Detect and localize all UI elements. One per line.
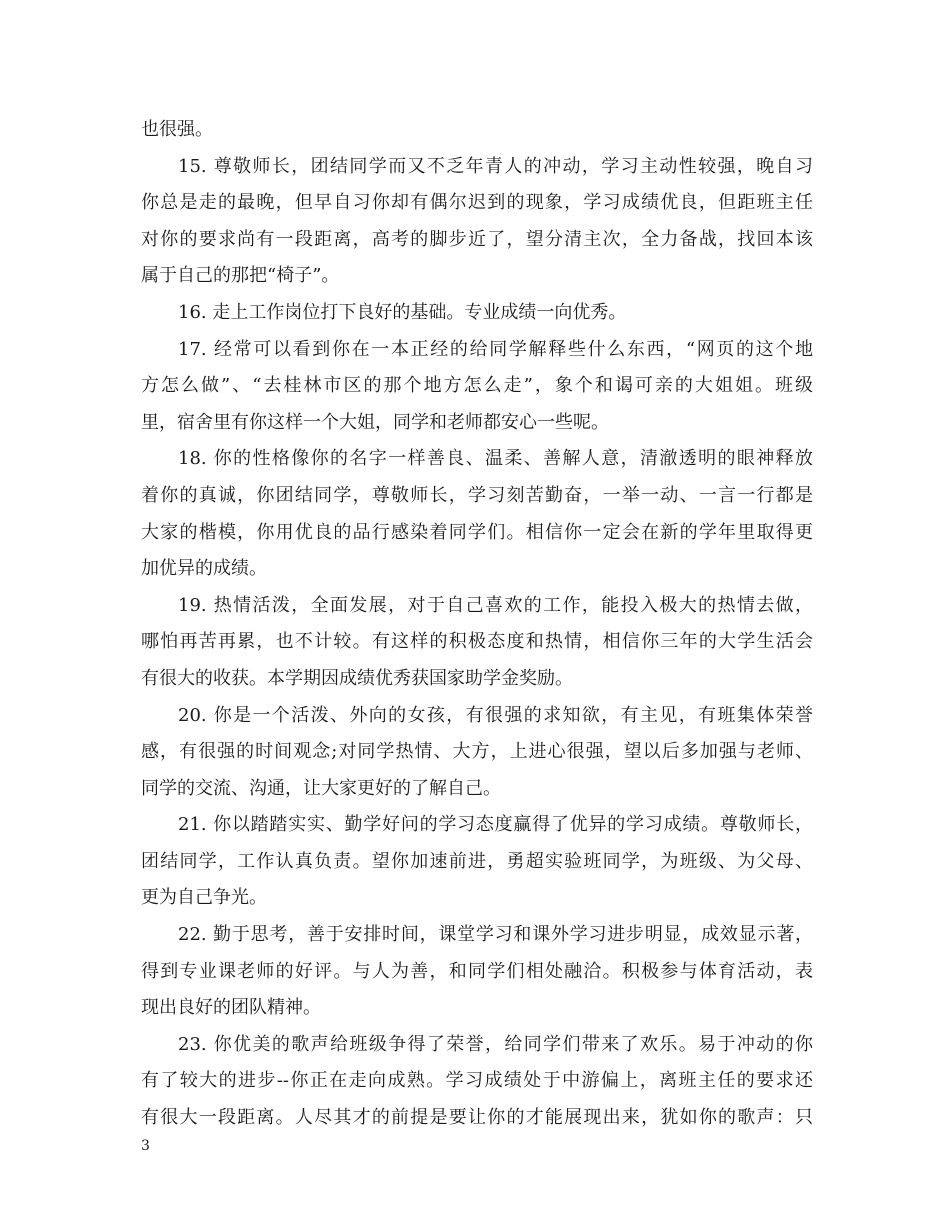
text-line: 有了较大的进步--你正在走向成熟。学习成绩处于中游偏上，离班主任的要求还 <box>141 1070 813 1092</box>
text-line: 里，宿舍里有你这样一个大姐，同学和老师都安心一些呢。 <box>141 411 609 433</box>
text-line: 22. 勤于思考，善于安排时间，课堂学习和课外学习进步明显，成效显示著， <box>178 924 813 946</box>
text-line: 19. 热情活泼，全面发展，对于自己喜欢的工作，能投入极大的热情去做， <box>178 594 813 616</box>
text-line: 有很大的收获。本学期因成绩优秀获国家助学金奖励。 <box>141 667 573 689</box>
text-line: 感，有很强的时间观念;对同学热情、大方，上进心很强，望以后多加强与老师、 <box>141 741 813 763</box>
text-line: 你总是走的最晚，但早自习你却有偶尔迟到的现象，学习成绩优良，但距班主任 <box>141 192 813 214</box>
text-line: 有很大一段距离。人尽其才的前提是要让你的才能展现出来，犹如你的歌声：只 <box>141 1107 813 1129</box>
text-line: 方怎么做”、“去桂林市区的那个地方怎么走”，象个和谒可亲的大姐姐。班级 <box>141 375 813 397</box>
text-line: 团结同学，工作认真负责。望你加速前进，勇超实验班同学，为班级、为父母、 <box>141 850 813 872</box>
text-line: 20. 你是一个活泼、外向的女孩，有很强的求知欲，有主见，有班集体荣誉 <box>178 704 813 726</box>
text-line: 15. 尊敬师长，团结同学而又不乏年青人的冲动，学习主动性较强，晚自习 <box>178 155 813 177</box>
text-line: 18. 你的性格像你的名字一样善良、温柔、善解人意，清澈透明的眼神释放 <box>178 448 813 470</box>
page-number: 3 <box>141 1138 150 1154</box>
text-line: 更为自己争光。 <box>141 887 267 909</box>
text-line: 对你的要求尚有一段距离，高考的脚步近了，望分清主次，全力备战，找回本该 <box>141 228 813 250</box>
text-line: 加优异的成绩。 <box>141 558 267 580</box>
text-line: 也很强。 <box>141 119 213 140</box>
document-body <box>141 112 813 1137</box>
text-line: 大家的楷模，你用优良的品行感染着同学们。相信你一定会在新的学年里取得更 <box>141 521 813 543</box>
text-line: 现出良好的团队精神。 <box>141 997 321 1019</box>
text-line: 21. 你以踏踏实实、勤学好问的学习态度赢得了优异的学习成绩。尊敬师长， <box>178 814 813 836</box>
text-line: 着你的真诚，你团结同学，尊敬师长，学习刻苦勤奋，一举一动、一言一行都是 <box>141 484 813 506</box>
text-line: 得到专业课老师的好评。与人为善，和同学们相处融洽。积极参与体育活动，表 <box>141 960 813 982</box>
text-line: 16. 走上工作岗位打下良好的基础。专业成绩一向优秀。 <box>178 301 627 323</box>
text-line: 属于自己的那把“椅子”。 <box>141 265 340 287</box>
text-line: 同学的交流、沟通，让大家更好的了解自己。 <box>141 777 501 799</box>
text-line: 23. 你优美的歌声给班级争得了荣誉，给同学们带来了欢乐。易于冲动的你 <box>178 1033 813 1055</box>
text-line: 哪怕再苦再累，也不计较。有这样的积极态度和热情，相信你三年的大学生活会 <box>141 631 813 653</box>
text-line: 17. 经常可以看到你在一本正经的给同学解释些什么东西，“网页的这个地 <box>178 338 813 360</box>
